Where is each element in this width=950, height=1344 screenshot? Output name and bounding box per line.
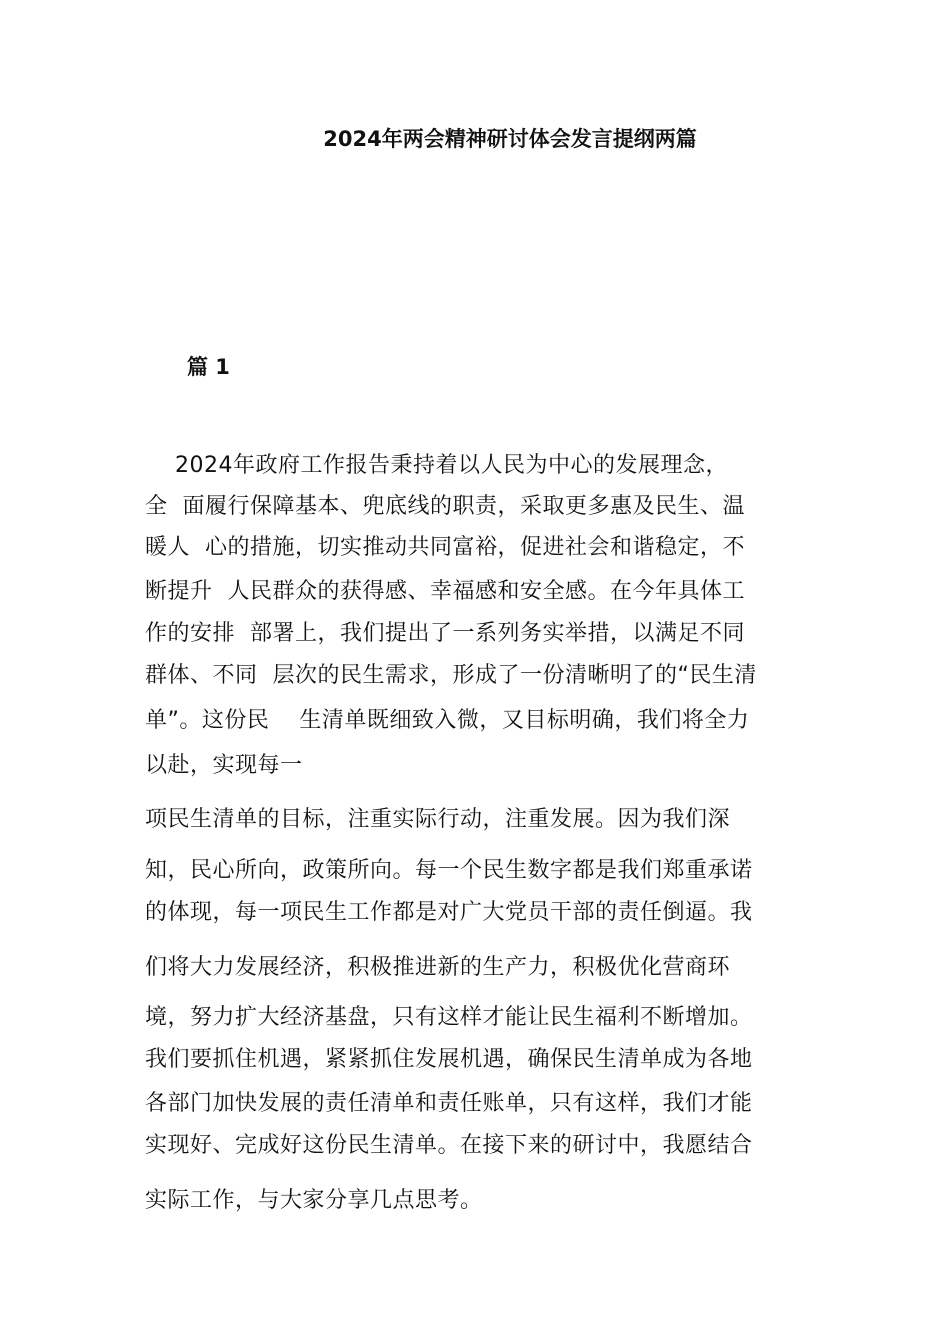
paragraph-line: 实现好、完成好这份民生清单。在接下来的研讨中，我愿结合 (145, 1133, 753, 1158)
paragraph-line: 2024年政府工作报告秉持着以人民为中心的发展理念， (145, 453, 728, 478)
paragraph-line: 单”。这份民 生清单既细致入微，又目标明确，我们将全力 (145, 708, 750, 733)
paragraph-line: 知，民心所向，政策所向。每一个民生数字都是我们郑重承诺 (145, 858, 753, 883)
paragraph-line: 项民生清单的目标，注重实际行动，注重发展。因为我们深 (145, 807, 731, 832)
paragraph-line: 实际工作，与大家分享几点思考。 (145, 1188, 483, 1213)
paragraph-line: 的体现，每一项民生工作都是对广大党员干部的责任倒逼。我 (145, 900, 753, 925)
paragraph-line: 以赴，实现每一 (145, 753, 303, 778)
paragraph-line: 我们要抓住机遇，紧紧抓住发展机遇，确保民生清单成为各地 (145, 1047, 753, 1072)
paragraph-line: 作的安排 部署上，我们提出了一系列务实举措，以满足不同 (145, 621, 745, 646)
section-heading: 篇 1 (187, 355, 230, 379)
paragraph-line: 断提升 人民群众的获得感、幸福感和安全感。在今年具体工 (145, 579, 745, 604)
paragraph-line: 全 面履行保障基本、兜底线的职责，采取更多惠及民生、温 (145, 494, 745, 519)
paragraph-line: 境，努力扩大经济基盘，只有这样才能让民生福利不断增加。 (145, 1005, 753, 1030)
document-title: 2024年两会精神研讨体会发言提纲两篇 (323, 127, 697, 151)
paragraph-line: 暖人 心的措施，切实推动共同富裕，促进社会和谐稳定，不 (145, 535, 745, 560)
paragraph-line: 各部门加快发展的责任清单和责任账单，只有这样，我们才能 (145, 1091, 753, 1116)
paragraph-line: 群体、不同 层次的民生需求，形成了一份清晰明了的“民生清 (145, 663, 757, 688)
paragraph-line: 们将大力发展经济，积极推进新的生产力，积极优化营商环 (145, 955, 731, 980)
